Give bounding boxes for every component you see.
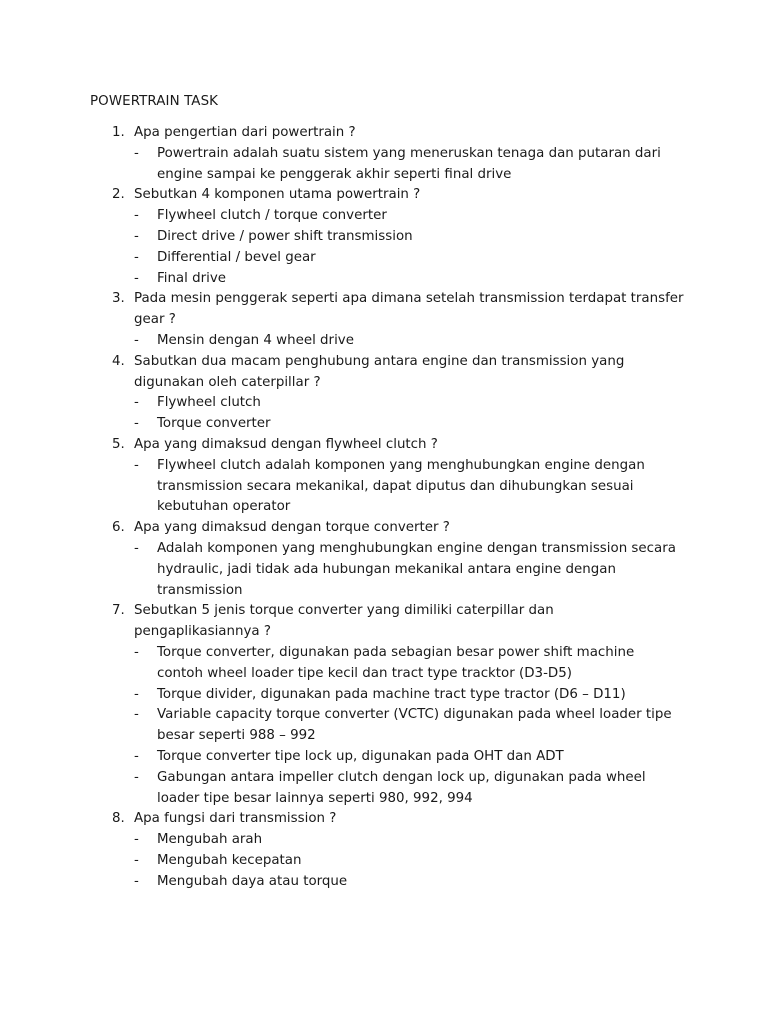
question-row [90,809,690,830]
answer-list [90,331,690,352]
answer-line: Flywheel clutch [157,395,261,411]
answer-dash: - [134,332,139,348]
answer-line: loader tipe besar lainnya seperti 980, 992, 994 [157,790,473,806]
question-row [90,435,690,456]
question-text: Apa yang dimaksud dengan flywheel clutch ? [134,436,438,452]
answer-line: Mengubah arah [157,832,263,848]
question-item [90,601,690,809]
answer-dash: - [134,852,139,868]
answer-item [90,768,690,810]
answer-item [90,830,690,851]
answer-line: transmission [157,582,243,598]
answer-list [90,456,690,518]
question-text: Sebutkan 4 komponen utama powertrain ? [134,187,421,203]
answer-item [90,414,690,435]
answer-line: Final drive [157,270,227,286]
question-row [90,518,690,539]
question-text: Sabutkan dua macam penghubung antara engine dan transmission yang [134,353,625,369]
question-number: 8. [112,811,125,827]
question-list [90,123,690,892]
answer-line: hydraulic, jadi tidak ada hubungan mekanikal antara engine dengan [157,561,616,577]
answer-item [90,393,690,414]
answer-dash: - [134,228,139,244]
answer-list [90,144,690,186]
answer-item [90,685,690,706]
question-item [90,518,690,601]
answer-dash: - [134,769,139,785]
answer-item [90,227,690,248]
answer-item [90,851,690,872]
answer-dash: - [134,270,139,286]
answer-line: Torque converter tipe lock up, digunakan pada OHT dan ADT [157,748,564,764]
answer-line: Mensin dengan 4 wheel drive [157,332,354,348]
answer-dash: - [134,644,139,660]
question-text: Apa pengertian dari powertrain ? [134,125,356,140]
answer-item [90,705,690,747]
answer-item [90,643,690,685]
question-row [90,352,690,394]
answer-line: Flywheel clutch adalah komponen yang menghubungkan engine dengan [157,457,645,473]
answer-line: besar seperti 988 – 992 [157,728,316,744]
question-item [90,289,690,351]
answer-line: Torque converter, digunakan pada sebagian besar power shift machine [157,644,635,660]
answer-item [90,144,690,186]
answer-line: Powertrain adalah suatu sistem yang meneruskan tenaga dan putaran dari [157,145,661,161]
question-text-continued: gear ? [134,312,176,328]
answer-dash: - [134,208,139,224]
answer-dash: - [134,145,139,161]
answer-item [90,331,690,352]
answer-line: engine sampai ke penggerak akhir seperti final drive [157,166,512,182]
question-item [90,352,690,435]
question-text: Apa fungsi dari transmission ? [134,811,337,827]
answer-list [90,206,690,289]
question-number: 2. [112,187,125,203]
answer-line: Mengubah kecepatan [157,852,302,868]
question-text-continued: pengaplikasiannya ? [134,624,271,640]
answer-dash: - [134,707,139,723]
answer-item [90,248,690,269]
answer-line: Torque divider, digunakan pada machine tract type tractor (D6 – D11) [157,686,626,702]
answer-item [90,206,690,227]
answer-list [90,539,690,601]
answer-line: Torque converter [157,416,271,432]
question-text: Sebutkan 5 jenis torque converter yang dimiliki caterpillar dan [134,603,554,619]
answer-dash: - [134,873,139,889]
answer-dash: - [134,686,139,702]
answer-list [90,393,690,435]
question-text: Pada mesin penggerak seperti apa dimana setelah transmission terdapat transfer [134,291,684,307]
answer-line: contoh wheel loader tipe kecil dan tract type tracktor (D3-D5) [157,665,572,681]
document-title: POWERTRAIN TASK [90,94,219,109]
answer-line: Variable capacity torque converter (VCTC) digunakan pada wheel loader tipe [157,707,672,723]
question-row [90,123,690,144]
question-row [90,289,690,331]
answer-dash: - [134,832,139,848]
question-item [90,123,690,185]
answer-line: Adalah komponen yang menghubungkan engine dengan transmission secara [157,540,676,556]
question-item [90,185,690,289]
question-text: Apa yang dimaksud dengan torque converter ? [134,520,450,536]
answer-dash: - [134,395,139,411]
answer-line: Mengubah daya atau torque [157,873,348,889]
answer-item [90,872,690,893]
question-row [90,185,690,206]
answer-list [90,830,690,892]
answer-item [90,456,690,518]
answer-dash: - [134,249,139,265]
answer-dash: - [134,457,139,473]
answer-dash: - [134,416,139,432]
question-number: 3. [112,291,125,307]
answer-list [90,643,690,809]
answer-item [90,539,690,601]
question-number: 6. [112,520,125,536]
answer-line: Differential / bevel gear [157,249,316,265]
answer-line: Gabungan antara impeller clutch dengan lock up, digunakan pada wheel [157,769,646,785]
question-number: 7. [112,603,125,619]
question-item [90,435,690,518]
answer-dash: - [134,540,139,556]
question-text-continued: digunakan oleh caterpillar ? [134,374,321,390]
question-number: 5. [112,436,125,452]
answer-line: Flywheel clutch / torque converter [157,208,387,224]
question-item [90,809,690,892]
answer-line: transmission secara mekanikal, dapat diputus dan dihubungkan sesuai [157,478,634,494]
answer-item [90,269,690,290]
answer-line: kebutuhan operator [157,499,291,515]
question-number: 4. [112,353,125,369]
question-number: 1. [112,125,125,140]
answer-dash: - [134,748,139,764]
answer-item [90,747,690,768]
answer-line: Direct drive / power shift transmission [157,228,413,244]
question-row [90,601,690,643]
